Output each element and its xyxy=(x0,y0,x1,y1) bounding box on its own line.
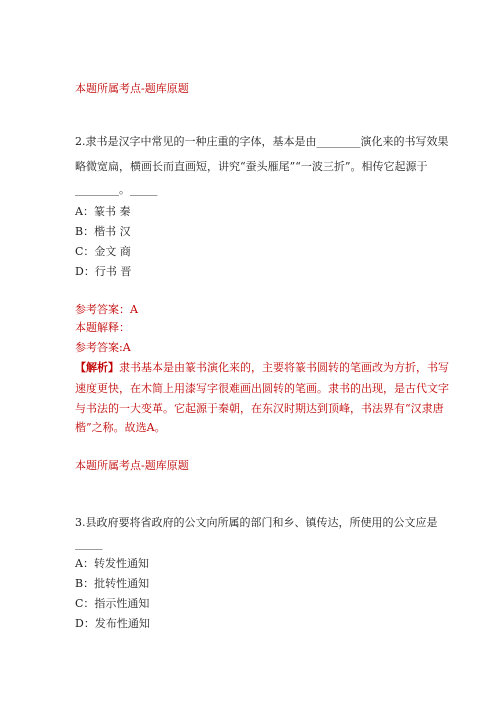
q2-answer: 参考答案：A xyxy=(75,303,138,316)
q2-option-a: A：篆书 秦 xyxy=(75,205,131,218)
q2-analysis-line-1 xyxy=(75,361,449,375)
q2-option-c: C：金文 商 xyxy=(75,245,131,258)
q2-explain-title: 本题解释： xyxy=(75,321,130,334)
q2-analysis-line-2: 速度更快，在木简上用漆写字很难画出圆转的笔画。隶书的出现，是古代文字 xyxy=(75,382,449,395)
q2-option-d: D：行书 晋 xyxy=(75,265,132,278)
q2-line-2: 略微宽扁，横画长而直画短，讲究“蚕头雁尾”“一波三折”。相传它起源于 xyxy=(75,160,428,173)
q3-option-c: C：指示性通知 xyxy=(75,597,150,610)
analysis-tag: 【解析】 xyxy=(75,361,119,374)
q2-line-1: 2.隶书是汉字中常见的一种庄重的字体，基本是由________演化来的书写效果 xyxy=(75,135,449,148)
q3-line-1: 3.县政府要将省政府的公文向所属的部门和乡、镇传达，所使用的公文应是 xyxy=(75,516,438,529)
q3-option-d: D：发布性通知 xyxy=(75,617,150,630)
q2-analysis-line-3: 与书法的一大变革。它起源于秦朝，在东汉时期达到顶峰，书法界有“汉隶唐 xyxy=(75,402,444,415)
topic-tag-top: 本题所属考点-题库原题 xyxy=(75,82,189,95)
q2-answer-2: 参考答案:A xyxy=(75,341,131,354)
q3-option-a: A：转发性通知 xyxy=(75,557,149,570)
q2-option-b: B：楷书 汉 xyxy=(75,225,131,238)
q3-line-2: _____ xyxy=(75,537,103,550)
topic-tag-mid: 本题所属考点-题库原题 xyxy=(75,459,189,472)
q3-option-b: B：批转性通知 xyxy=(75,577,150,590)
q2-analysis-line-4: 楷”之称。故选A。 xyxy=(75,421,166,434)
q2-line-3: ________。_____ xyxy=(75,183,158,196)
analysis-text-1: 隶书基本是由篆书演化来的，主要将篆书圆转的笔画改为方折，书写 xyxy=(119,361,449,374)
